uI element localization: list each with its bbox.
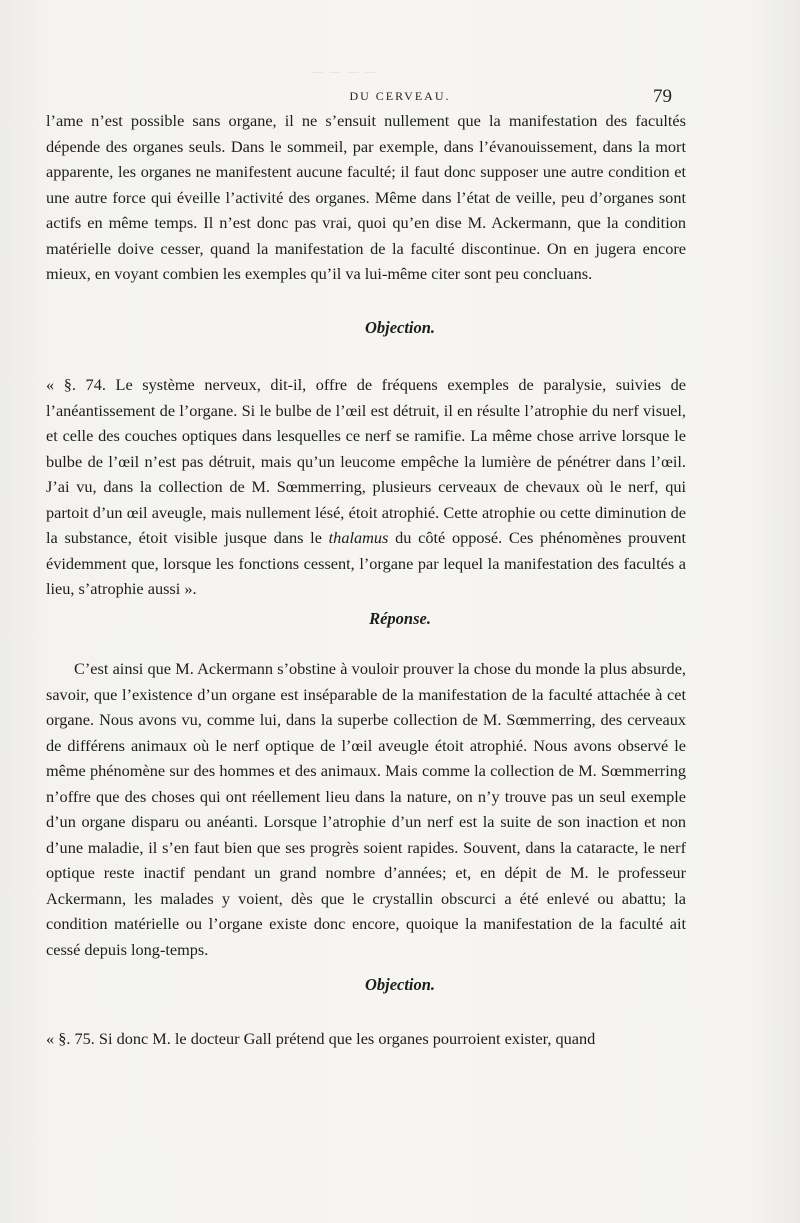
paragraph-section-74 xyxy=(46,372,686,602)
section-74-text-b: du côté opposé. Ces phénomènes prouvent évidemment que, lorsque les fonctions cessent, l’organe par lequel la manifestation des facultés a lieu, s’atrophie aussi ». xyxy=(46,528,686,598)
section-number-75: « §. 75. xyxy=(46,1029,95,1048)
section-75-text: Si donc M. le docteur Gall prétend que les organes pourroient exister, quand xyxy=(94,1029,596,1048)
paragraph-section-75 xyxy=(46,1026,686,1052)
bleed-through-text: — — — — xyxy=(312,66,379,78)
reponse-heading: Réponse. xyxy=(369,609,431,628)
objection-heading-1: Objection. xyxy=(364,318,436,337)
section-number-74: « §. 74. xyxy=(46,375,106,394)
paragraph-intro: l’ame n’est possible sans organe, il ne s’ensuit nullement que la manifestation des facultés dépende des organes seuls. Dans le sommeil, par exemple, dans l’évanouissement, dans la mort apparente, les organes ne manifestent aucune faculté; il faut donc supposer une autre condition et une autre force qui éveille l’activité des organes. Même dans l’état de veille, peu d’organes sont actifs en même temps. Il n’est donc pas vrai, quoi qu’en dise M. Ackermann, que la condition matérielle doive cesser, quand la manifestation de la faculté discontinue. On en jugera encore mieux, en voyant combien les exemples qu’il va lui-même citer sont peu concluans. xyxy=(46,111,686,283)
section-74-text-a: Le système nerveux, dit-il, offre de fréquens exemples de paralysie, suivies de l’anéantissement de l’organe. Si le bulbe de l’œil est détruit, il en résulte l’atrophie du nerf visuel, et celle des couches optiques dans lesquelles ce nerf se ramifie. La même chose arrive lorsque le bulbe de l’œil n’est pas détruit, mais qu’un leucome empêche la lumière de pénétrer dans l’œil. J’ai vu, dans la collection de M. Sœmmerring, plusieurs cerveaux de chevaux où le nerf, qui partoit d’un œil aveugle, mais nullement lésé, étoit atrophié. Cette atrophie ou cette diminution de la substance, étoit visible jusque dans le xyxy=(46,375,686,547)
running-head: DU CERVEAU. xyxy=(349,89,451,103)
paragraph-reponse: C’est ainsi que M. Ackermann s’obstine à vouloir prouver la chose du monde la plus absurde, savoir, que l’existence d’un organe est inséparable de la manifestation de la faculté attachée à cet organe. Nous avons vu, comme lui, dans la superbe collection de M. Sœmmerring, des cerveaux de différens animaux où le nerf optique de l’œil aveugle étoit atrophié. Nous avons observé le même phénomène sur des hommes et des animaux. Mais comme la collection de M. Sœmmerring n’offre que des choses qui ont réellement lieu dans la nature, on n’y trouve pas un seul exemple d’un organe disparu ou anéanti. Lorsque l’atrophie d’un nerf est la suite de son inaction et non d’une maladie, il s’en faut bien que ses progrès soient rapides. Souvent, dans la cataracte, le nerf optique reste inactif pendant un grand nombre d’années; et, en dépit de M. le professeur Ackermann, les malades y voient, dès que le crystallin obscurci a été enlevé ou abattu; la condition matérielle ou l’organe existe donc encore, quoique la manifestation de la faculté ait cessé depuis long-temps. xyxy=(46,659,686,959)
section-74-italic-term: thalamus xyxy=(328,528,389,547)
page-number: 79 xyxy=(653,86,672,107)
objection-heading-2: Objection. xyxy=(364,975,436,994)
